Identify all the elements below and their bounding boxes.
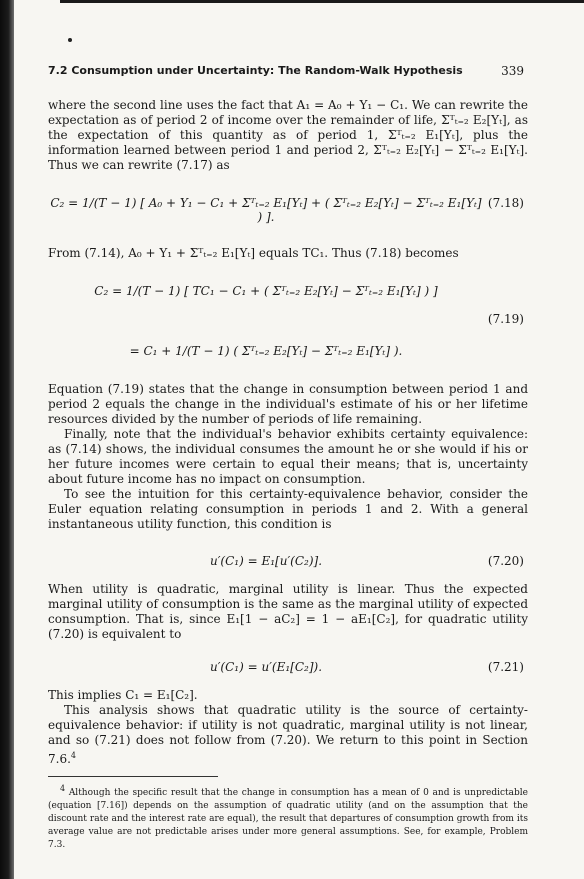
equation-7-18 [48, 190, 524, 224]
footnote [48, 782, 528, 852]
equation-7-19-line-2 [48, 338, 524, 368]
paragraph-text: To see the intuition for this certainty-equivalence behavior, consider the Euler equation relating consumption in periods 1 and 2. With a general instantaneous utility function, this condition is [48, 487, 528, 531]
paragraph-text [48, 703, 528, 767]
equation-7-19-line-1 [48, 278, 524, 308]
paragraph-6 [48, 582, 528, 642]
equation-7-20 [48, 548, 524, 578]
paragraph-text: From (7.14), A₀ + Y₁ + Σᵀₜ₌₂ E₁[Yₜ] equals TC₁. Thus (7.18) becomes [48, 246, 459, 260]
paragraph-2 [48, 246, 528, 261]
page-number: 339 [501, 64, 524, 78]
footnote-text: Although the specific result that the change in consumption has a mean of 0 and is unpredictable (equation [7.16]) depends on the assumption of quadratic utility (and on the assumption that the discount rate and the interest rate are equal), the result that departures of consumption growth from its average value are not predictable arises under more general assumptions. See, for example, Problem 7.3. [48, 788, 528, 850]
paragraph-text: This implies C₁ = E₁[C₂]. [48, 688, 198, 702]
paragraph-text: Equation (7.19) states that the change in consumption between period 1 and period 2 equals the change in the individual's estimate of his or her lifetime resources divided by the number of periods of life remaining. [48, 382, 528, 426]
equation-body: u′(C₁) = u′(E₁[C₂]). [209, 660, 323, 674]
equation-number: (7.19) [487, 312, 524, 326]
footnote-rule [48, 776, 218, 777]
footnote-marker: 4 [60, 784, 66, 793]
equation-body: = C₁ + 1/(T − 1) ( Σᵀₜ₌₂ E₂[Yₜ] − Σᵀₜ₌₂ E₁[Yₜ] ). [129, 344, 403, 358]
equation-body: C₂ = 1/(T − 1) [ TC₁ − C₁ + ( Σᵀₜ₌₂ E₂[Yₜ] − Σᵀₜ₌₂ E₁[Yₜ] ) ] [94, 284, 438, 298]
equation-number: (7.21) [487, 660, 524, 674]
paragraph-block-2 [48, 688, 528, 767]
paragraph-block-1 [48, 382, 528, 532]
top-edge-line [60, 0, 584, 3]
page-mark-dot [68, 38, 72, 42]
equation-number: (7.18) [487, 196, 524, 210]
equation-7-21 [48, 654, 524, 684]
paragraph-8-text: This analysis shows that quadratic utility is the source of certainty-equivalence behavior: if utility is not quadratic, marginal utility is not linear, and so (7.21) does not follow from (7.20). We return to this point in Section 7.6. [48, 703, 528, 766]
paragraph-text: Finally, note that the individual's behavior exhibits certainty equivalence: as (7.14) shows, the individual consumes the amount he or she would if his or her future incomes were certain to equal their means; that is, uncertainty about future income has no impact on consumption. [48, 427, 528, 486]
footnote-reference: 4 [70, 751, 76, 760]
equation-body: u′(C₁) = E₁[u′(C₂)]. [209, 554, 323, 568]
paragraph-1 [48, 98, 528, 173]
equation-7-19-number-row [48, 306, 524, 336]
paragraph-text: where the second line uses the fact that A₁ = A₀ + Y₁ − C₁. We can rewrite the expectation as of period 2 of income over the remainder of life, Σᵀₜ₌₂ E₂[Yₜ], as the expectation of this quantity as of period 1, Σᵀₜ₌₂ E₁[Yₜ], plus the information learned between period 1 and period 2, Σᵀₜ₌₂ E₂[Yₜ] − Σᵀₜ₌₂ E₁[Yₜ]. Thus we can rewrite (7.17) as [48, 98, 528, 172]
running-header [48, 64, 524, 78]
equation-number: (7.20) [487, 554, 524, 568]
paragraph-text: When utility is quadratic, marginal utility is linear. Thus the expected marginal utility of consumption is the same as the marginal utility of expected consumption. That is, since E₁[1 − aC₂] = 1 − aE₁[C₂], for quadratic utility (7.20) is equivalent to [48, 582, 528, 641]
equation-body: C₂ = 1/(T − 1) [ A₀ + Y₁ − C₁ + Σᵀₜ₌₂ E₁[Yₜ] + ( Σᵀₜ₌₂ E₂[Yₜ] − Σᵀₜ₌₂ E₁[Yₜ] ) ]. [50, 196, 482, 224]
book-binding-shadow [0, 0, 14, 879]
section-title: 7.2 Consumption under Uncertainty: The Random-Walk Hypothesis [48, 64, 463, 77]
